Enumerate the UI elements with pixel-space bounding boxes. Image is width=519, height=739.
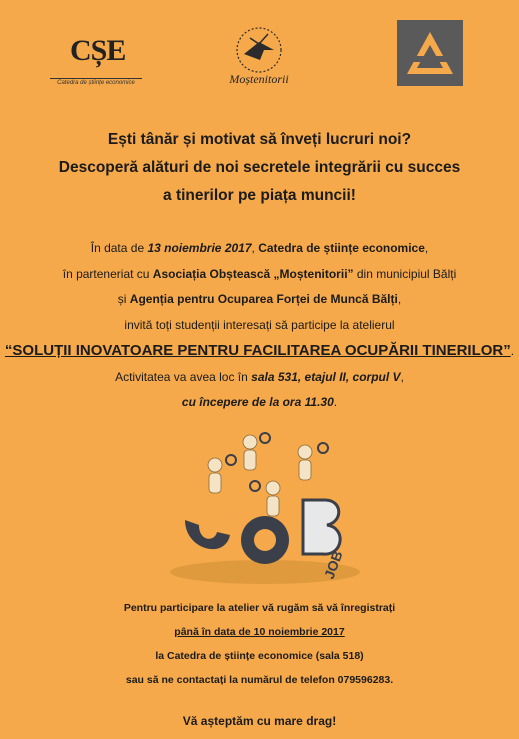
time-line: cu începere de la ora 11.30. bbox=[181, 395, 338, 409]
body-line-2: în parteneriat cu Asociația Obștească „Moștenitorii” din municipiul Bălți bbox=[62, 266, 457, 281]
workshop-title: “SOLUȚII INOVATOARE PENTRU FACILITAREA OCUPĂRII TINERILOR” bbox=[4, 342, 511, 359]
closing-line: Vă așteptăm cu mare drag! bbox=[182, 714, 337, 728]
headline-line-3: a tinerilor pe piața muncii! bbox=[163, 187, 356, 204]
cse-logo bbox=[50, 28, 142, 98]
headline-line-1: Ești tânăr și motivat să înveți lucruri noi? bbox=[107, 131, 412, 148]
job-search-illustration bbox=[155, 430, 375, 590]
invitation-body bbox=[0, 236, 519, 416]
registration-deadline: până în data de 10 noiembrie 2017 bbox=[174, 626, 345, 638]
department-name: Catedra de științe economice bbox=[258, 241, 425, 255]
body-line-1: În data de 13 noiembrie 2017, Catedra de științe economice, bbox=[90, 241, 429, 255]
headline-line-2: Descoperă alături de noi secretele integrării cu succes bbox=[58, 159, 461, 176]
logo-row bbox=[0, 18, 519, 98]
mostenitorii-emblem-icon bbox=[214, 20, 304, 76]
body-line-4: invită toți studenții interesați să participe la atelierul bbox=[124, 317, 395, 332]
cse-logo-mark: CȘE bbox=[70, 34, 126, 67]
event-date: 13 noiembrie 2017 bbox=[147, 241, 252, 255]
registration-info bbox=[0, 596, 519, 692]
location-line: Activitatea va avea loc în sala 531, etajul II, corpul V, bbox=[115, 369, 404, 384]
agency-logo bbox=[397, 20, 463, 86]
headline bbox=[0, 126, 519, 210]
event-time: cu începere de la ora 11.30 bbox=[181, 395, 334, 409]
body-line-3: și Agenția pentru Ocuparea Forței de Muncă Bălți, bbox=[117, 292, 402, 306]
mostenitorii-logo bbox=[214, 20, 304, 98]
search-figures-icon bbox=[208, 435, 312, 516]
agency-triangle-icon bbox=[397, 20, 463, 86]
registration-line-3: la Catedra de științe economice (sala 518) bbox=[155, 650, 364, 662]
cse-logo-caption: Catedra de științe economice bbox=[50, 78, 142, 86]
registration-contact: sau să ne contactați la numărul de telefon 079596283. bbox=[125, 674, 394, 686]
agency-name: Agenția pentru Ocuparea Forței de Muncă Bălți bbox=[129, 292, 398, 306]
event-location: sala 531, etajul II, corpul V bbox=[251, 369, 401, 384]
association-name: Asociația Obștească „Moștenitorii” bbox=[152, 266, 354, 281]
workshop-line: “SOLUȚII INOVATOARE PENTRU FACILITAREA OCUPĂRII TINERILOR”. bbox=[4, 342, 515, 359]
job-letters-icon bbox=[185, 500, 340, 564]
mostenitorii-script: Moștenitorii bbox=[229, 72, 289, 86]
registration-line-1: Pentru participare la atelier vă rugăm să vă înregistrați bbox=[123, 602, 396, 614]
job-label: JOB bbox=[320, 548, 346, 582]
